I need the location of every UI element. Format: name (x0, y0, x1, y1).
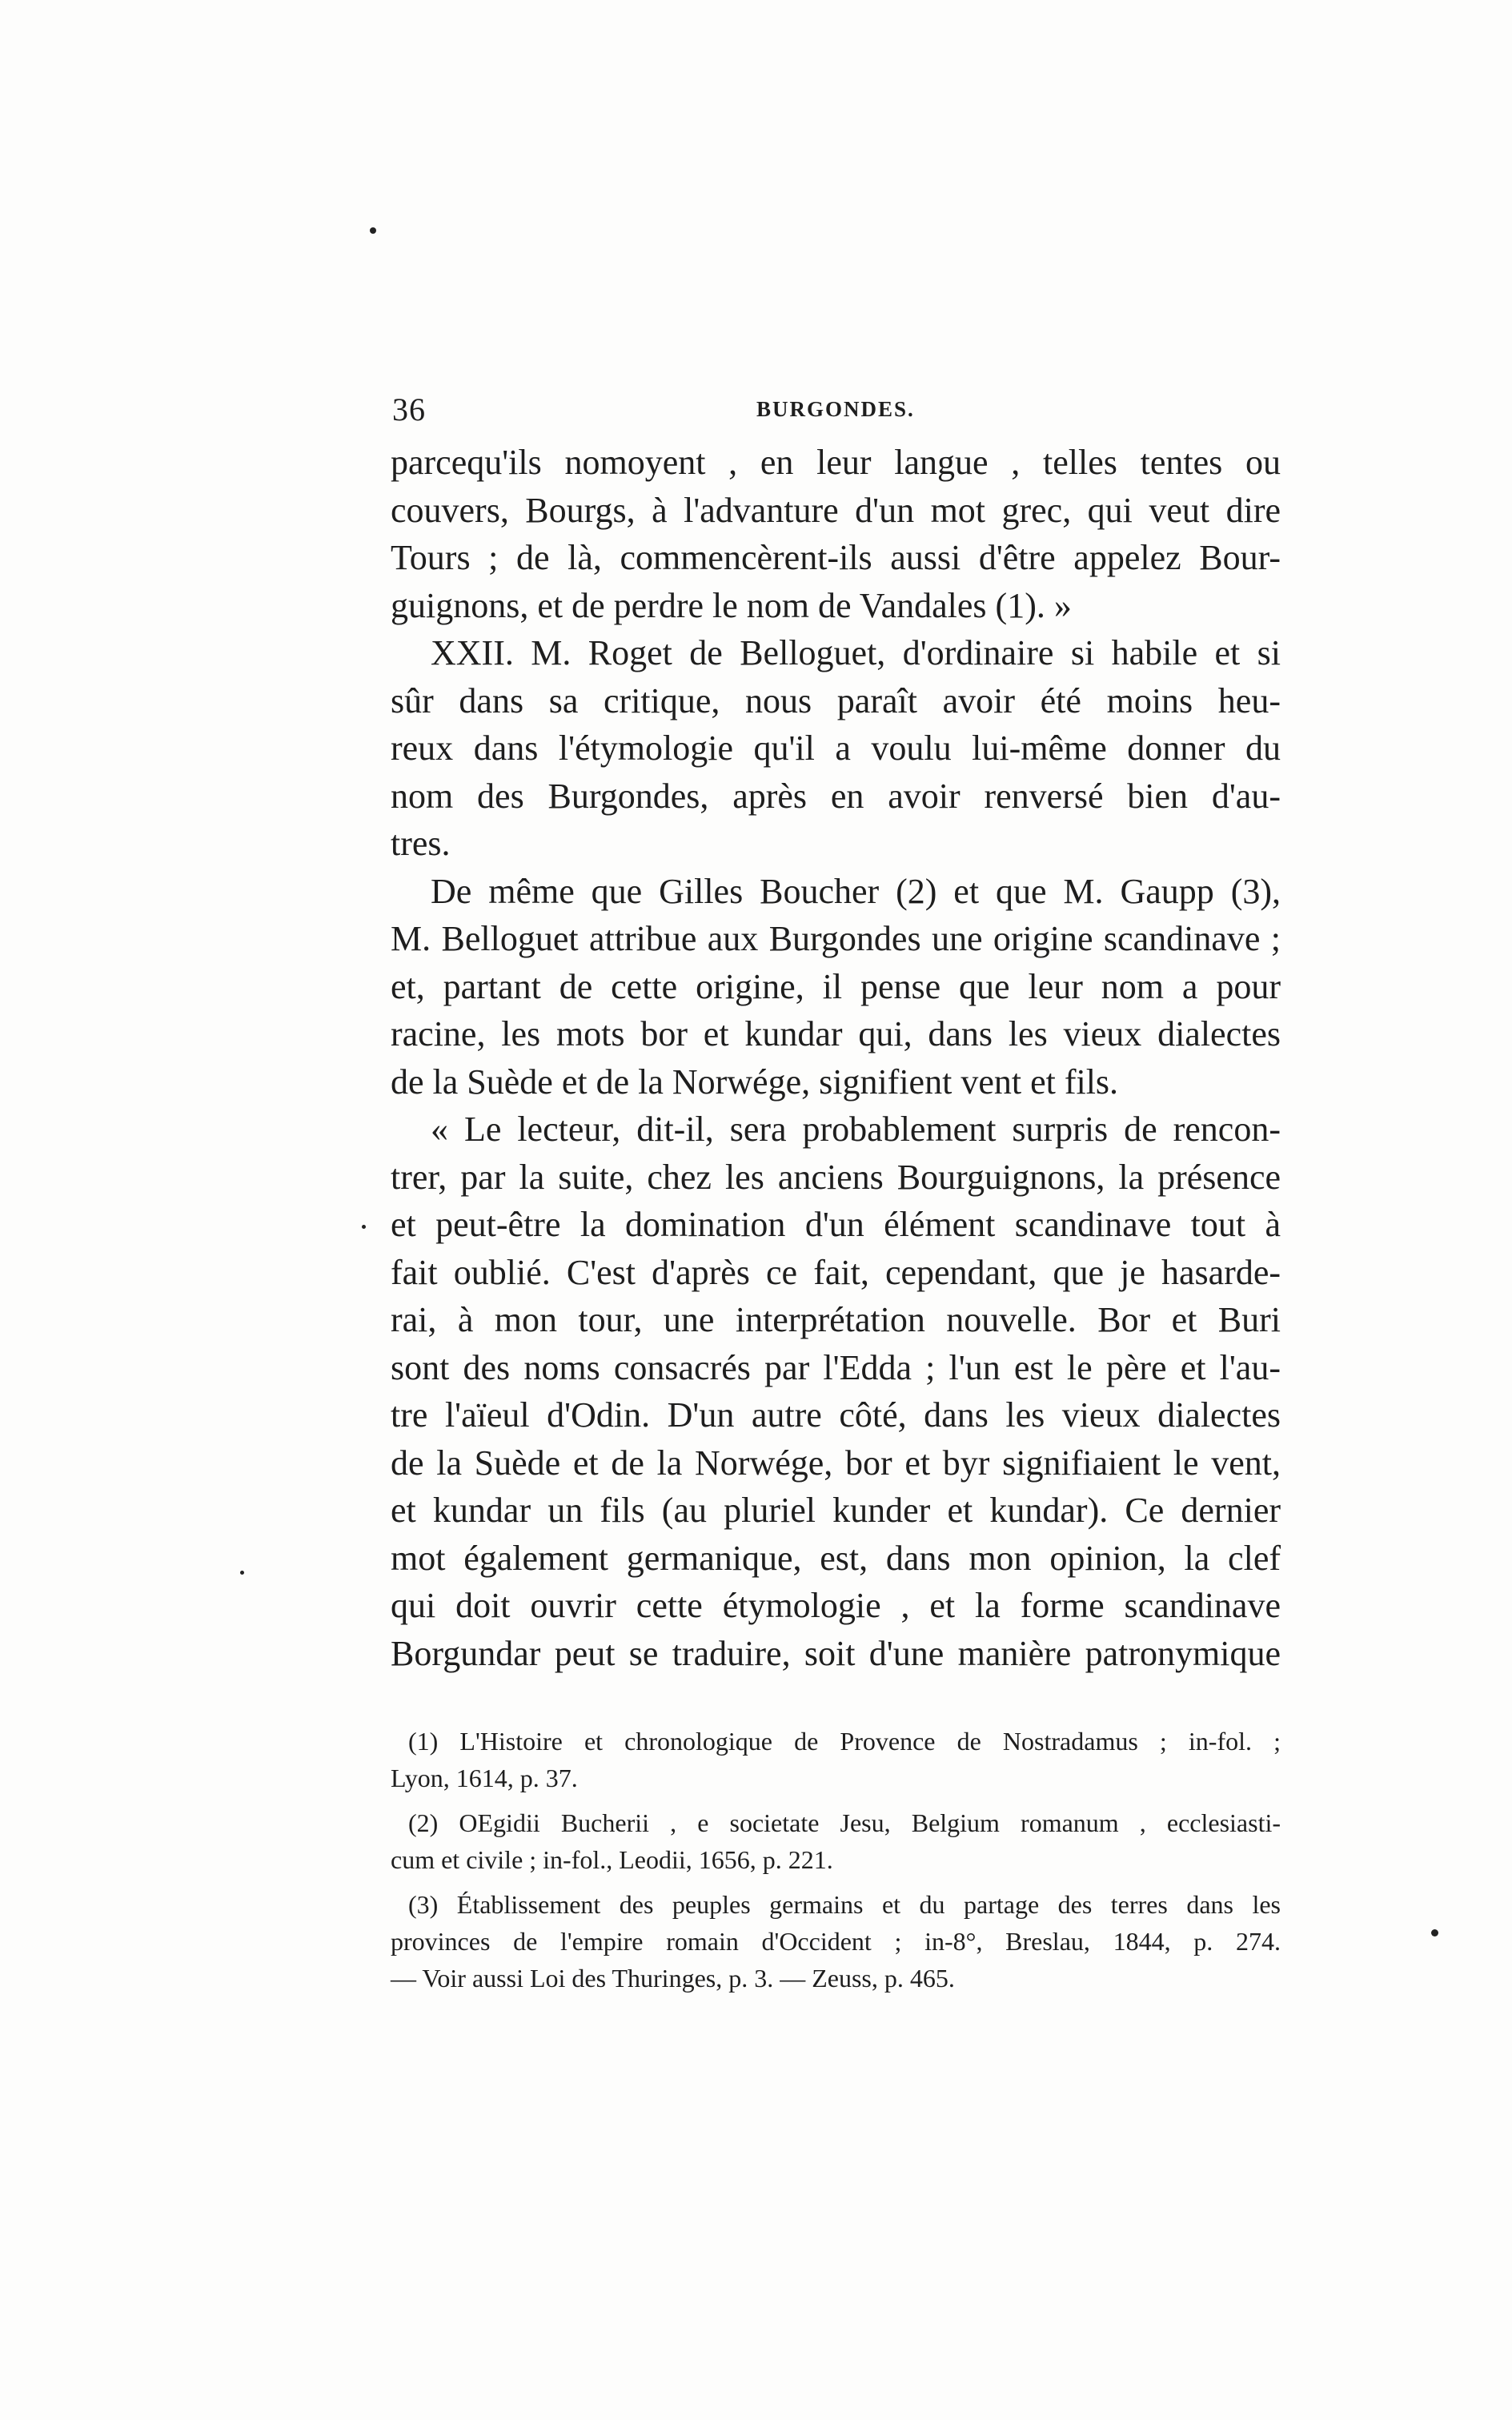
quote-line: mot également germanique, est, dans mon opinion, la clef (391, 1538, 1281, 1578)
text-line: parcequ'ils nomoyent , en leur langue , telles tentes ou (391, 443, 1281, 482)
section-heading-line: XXII. M. Roget de Belloguet, d'ordinaire si habile et si (431, 633, 1281, 672)
text-line: reux dans l'étymologie qu'il a voulu lui-même donner du (391, 728, 1281, 768)
text-line: couvers, Bourgs, à l'advanture d'un mot grec, qui veut dire (391, 490, 1281, 530)
running-head: BURGONDES. (756, 397, 915, 421)
footnote-line: (2) OEgidii Bucherii , e societate Jesu, Belgium romanum , ecclesiasti- (408, 1808, 1281, 1837)
text-line: guignons, et de perdre le nom de Vandales (1). » (391, 585, 1072, 625)
ink-speck (370, 227, 376, 234)
footnotes (391, 1723, 1281, 1997)
ink-speck (240, 1571, 244, 1575)
ink-speck (1431, 1929, 1438, 1936)
text-line: racine, les mots bor et kundar qui, dans les vieux dialectes (391, 1014, 1281, 1053)
quote-line: sont des noms consacrés par l'Edda ; l'un est le père et l'au- (391, 1347, 1281, 1387)
quote-line: fait oublié. C'est d'après ce fait, cependant, que je hasarde- (391, 1252, 1281, 1292)
text-line: tres. (391, 824, 451, 863)
text-line: M. Belloguet attribue aux Burgondes une origine scandinave ; (391, 919, 1281, 958)
quote-line: qui doit ouvrir cette étymologie , et la forme scandinave (391, 1586, 1281, 1625)
footnote-line: (3) Établissement des peuples germains et du partage des terres dans les (408, 1890, 1281, 1919)
text-line: et, partant de cette origine, il pense que leur nom a pour (391, 966, 1281, 1006)
quote-line: et kundar un fils (au pluriel kunder et kundar). Ce dernier (391, 1491, 1281, 1530)
quote-line: tre l'aïeul d'Odin. D'un autre côté, dans les vieux dialectes (391, 1395, 1281, 1435)
footnote-line: cum et civile ; in-fol., Leodii, 1656, p. 221. (391, 1845, 833, 1874)
footnote-line: (1) L'Histoire et chronologique de Provence de Nostradamus ; in-fol. ; (408, 1727, 1281, 1756)
text-line: sûr dans sa critique, nous paraît avoir été moins heu- (391, 680, 1281, 720)
quote-line: de la Suède et de la Norwége, bor et byr signifiaient le vent, (391, 1443, 1281, 1483)
footnote-line: Lyon, 1614, p. 37. (391, 1764, 578, 1792)
footnote-line: provinces de l'empire romain d'Occident ; in-8°, Breslau, 1844, p. 274. (391, 1927, 1281, 1956)
ink-speck (362, 1225, 366, 1229)
quote-line: Borgundar peut se traduire, soit d'une manière patronymique (391, 1633, 1281, 1673)
quote-line: et peut-être la domination d'un élément scandinave tout à (391, 1205, 1281, 1244)
footnote-line: — Voir aussi Loi des Thuringes, p. 3. — Zeuss, p. 465. (391, 1964, 955, 1993)
quote-line: rai, à mon tour, une interprétation nouvelle. Bor et Buri (391, 1300, 1281, 1339)
text-line: Tours ; de là, commencèrent-ils aussi d'être appelez Bour- (391, 538, 1281, 577)
text-line: De même que Gilles Boucher (2) et que M. Gaupp (3), (431, 871, 1281, 911)
quote-line: trer, par la suite, chez les anciens Bourguignons, la présence (391, 1157, 1281, 1197)
main-text (391, 439, 1281, 1677)
text-line: nom des Burgondes, après en avoir renversé bien d'au- (391, 776, 1281, 816)
quote-line: « Le lecteur, dit-il, sera probablement surpris de rencon- (431, 1110, 1281, 1149)
page-number: 36 (392, 391, 426, 427)
text-line: de la Suède et de la Norwége, signifient vent et fils. (391, 1062, 1119, 1102)
page-header (392, 391, 1281, 431)
